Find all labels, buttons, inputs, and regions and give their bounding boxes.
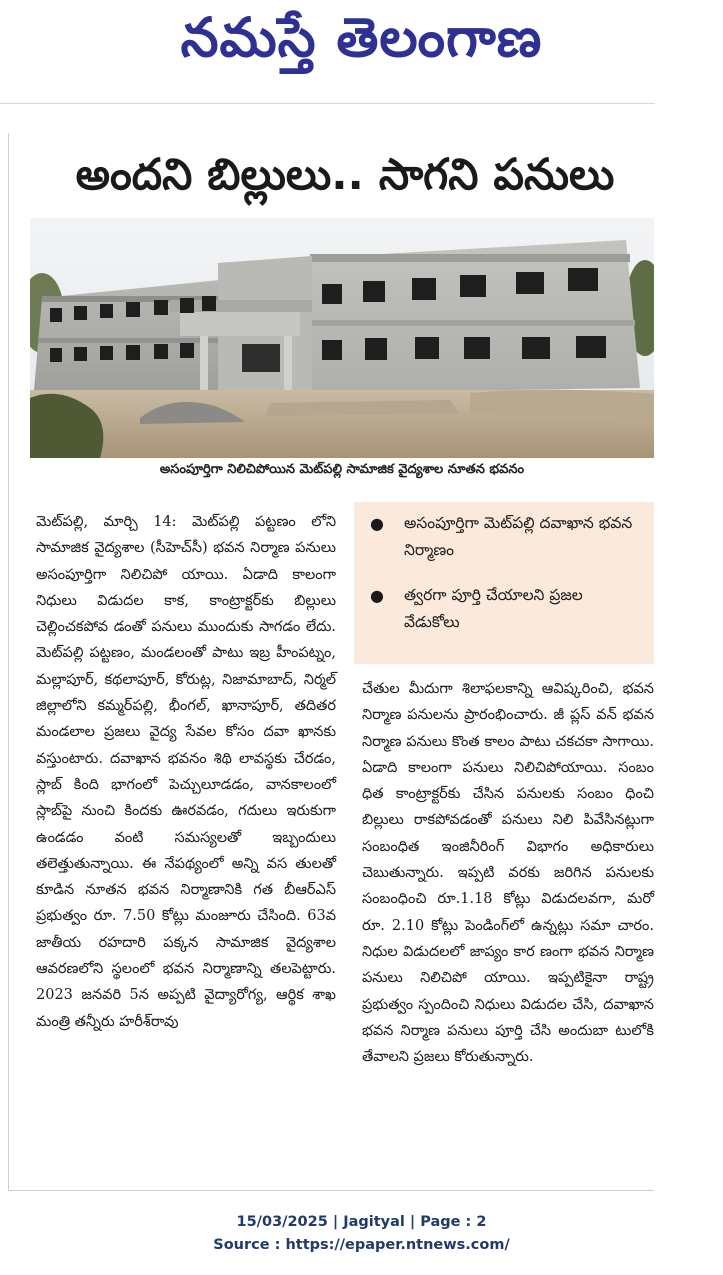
photo-caption: అసంపూర్తిగా నిలిచిపోయిన మెట్‌పల్లి సామాజిక వైద్యశాల నూతన భవనం [159,462,525,477]
footer-date-edition: 15/03/2025 | Jagityal | Page : 2 [236,1214,487,1230]
footer-source-link[interactable]: Source : https://epaper.ntnews.com/ [213,1237,510,1253]
bullet-icon: ● [370,586,384,605]
article-body-left-column [36,509,336,1035]
highlight-text: త్వరగా పూర్తి చేయాలని ప్రజల వేడుకోలు [404,586,583,631]
highlight-text: అసంపూర్తిగా మెట్‌పల్లి దవాఖాన భవన నిర్మాణం [404,514,633,559]
article-paragraph: మెట్‌పల్లి, మార్చి 14: మెట్‌పల్లి పట్టణం లోని సామాజిక వైద్యశాల (సీహెచ్‌సీ) భవన నిర్మాణ పనులు అసంపూర్తిగా నిలిచిపో యాయి. ఏడాది కాలంగా నిధులు విడుదల కాక, కాంట్రాక్టర్‌కు బిల్లులు చెల్లించకపోవ డంతో పనులు ముందుకు సాగడం లేదు. మెట్‌పల్లి పట్టణం, మండలంతో పాటు ఇబ్ర హీంపట్నం, మల్లాపూర్, కథలాపూర్, కోరుట్ల, నిజామాబాద్, నిర్మల్ జిల్లాలోని కమ్మర్‌పల్లి, భీంగల్, ఖానాపూర్, తదితర మండలాల ప్రజలు వైద్య సేవల కోసం దవా ఖానకు వస్తుంటారు. దవాఖాన భవనం శిథి లావస్థకు చేరడం, స్లాబ్ కింది భాగంలో పెచ్చులూడడం, వానకాలంలో స్లాబ్‌పై నుంచి కిందకు ఊరవడం, గదులు ఇరుకుగా ఉండడం వంటి సమస్యలతో ఇబ్బందులు తలెత్తుతున్నాయి. ఈ నేపథ్యంలో అన్ని వస తులతో కూడిన నూతన భవన నిర్మాణానికి గత బీఆర్‌ఎస్ ప్రభుత్వం రూ. 7.50 కోట్లు మంజూరు చేసింది. 63వ జాతీయ రహదారి పక్కన సామాజిక వైద్యశాల ఆవరణలోని స్థలంలో భవన నిర్మాణాన్ని తలపెట్టారు. 2023 జనవరి 5న అప్పటి వైద్యారోగ్య, ఆర్థిక శాఖ మంత్రి తన్నీరు హరీశ్‌రావు [36,514,336,1030]
bullet-icon: ● [370,514,384,533]
article-headline: అందని బిల్లులు.. సాగని పనులు [75,150,615,200]
masthead-divider [0,103,655,104]
article-frame-left-border [8,133,9,1191]
highlight-item [370,510,642,564]
article-paragraph: చేతుల మీదుగా శిలాఫలకాన్ని ఆవిష్కరించి, భవన నిర్మాణ పనులను ప్రారంభించారు. జీ ప్లస్ వన్ భవన నిర్మాణ పనులు కొంత కాలం పాటు చకచకా సాగాయి. ఏడాది కాలంగా పనులు నిలిచిపోయాయి. సంబం ధిత కాంట్రాక్టర్‌కు చేసిన పనులకు సంబం ధించి బిల్లులు రాకపోవడంతో పనులు నిలి పివేసినట్లుగా సంబంధిత ఇంజినీరింగ్ విభాగం అధికారులు చెబుతున్నారు. ఇప్పటి వరకు జరిగిన పనులకు సంబంధించి రూ.1.18 కోట్లు విడుదలవగా, మరో రూ. 2.10 కోట్లు పెండింగ్‌లో ఉన్నట్లు సమా చారం. నిధుల విడుదలలో జాప్యం కార ణంగా భవన నిర్మాణ పనులు నిలిచిపో యాయి. ఇప్పటికైనా రాష్ట్ర ప్రభుత్వం స్పందించి నిధులు విడుదల చేసి, దవాఖాన భవన నిర్మాణ పనులు పూర్తి చేసి అందుబా టులోకి తేవాలని ప్రజలు కోరుతున్నారు. [362,681,654,1066]
highlight-item [370,582,642,636]
highlights-box [354,502,654,664]
article-frame-bottom-border [8,1190,654,1191]
masthead [0,0,723,100]
article-body-right-column [362,676,654,1070]
newspaper-logo: నమస్తే తెలంగాణ [180,6,543,69]
article-photo-building [30,218,654,458]
